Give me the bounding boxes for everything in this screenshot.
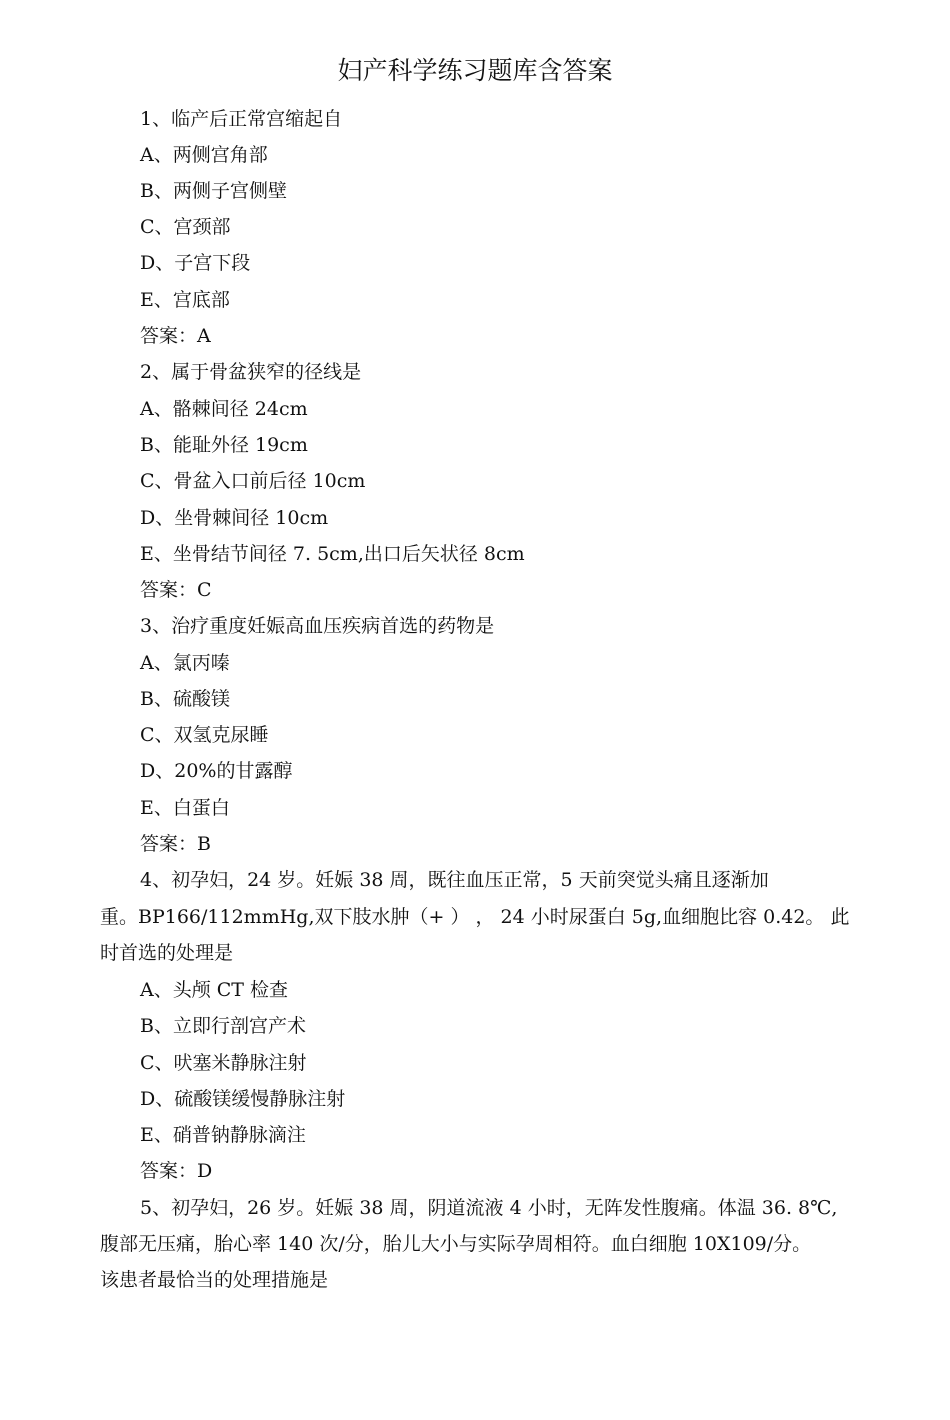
question-2-stem: 2、属于骨盆狭窄的径线是 <box>140 361 362 383</box>
question-3-answer: 答案：B <box>140 833 211 855</box>
page-title: 妇产科学练习题库含答案 <box>337 56 613 85</box>
question-3-stem: 3、治疗重度妊娠高血压疾病首选的药物是 <box>140 615 495 637</box>
question-4-stem-line-1: 4、初孕妇，24 岁。妊娠 38 周，既往血压正常，5 天前突觉头痛且逐渐加 <box>140 869 769 891</box>
question-2-option-b: B、能耻外径 19cm <box>140 434 308 456</box>
question-2-option-c: C、骨盆入口前后径 10cm <box>140 470 366 492</box>
question-5-stem-line-2: 腹部无压痛，胎心率 140 次/分，胎儿大小与实际孕周相符。血白细胞 10X109/分。 <box>100 1233 812 1255</box>
question-3-option-d: D、20%的甘露醇 <box>140 760 293 782</box>
question-1-option-a: A、两侧宫角部 <box>140 144 268 166</box>
question-3-option-a: A、氯丙嗪 <box>140 652 230 674</box>
question-4-option-e: E、硝普钠静脉滴注 <box>140 1124 306 1146</box>
question-4-option-d: D、硫酸镁缓慢静脉注射 <box>140 1088 346 1110</box>
question-3-option-c: C、双氢克尿睡 <box>140 724 269 746</box>
question-1-option-d: D、子宫下段 <box>140 252 251 274</box>
question-4-answer: 答案：D <box>140 1160 213 1182</box>
question-1-stem: 1、临产后正常宫缩起自 <box>140 108 343 130</box>
question-4-stem-line-2: 重。BP166/112mmHg,双下肢水肿（+ ） ， 24 小时尿蛋白 5g,血细胞比容 0.42。 此 <box>100 906 850 928</box>
question-1-answer: 答案：A <box>140 325 211 347</box>
question-4-option-c: C、吠塞米静脉注射 <box>140 1052 307 1074</box>
question-5-stem-line-3: 该患者最恰当的处理措施是 <box>100 1269 329 1291</box>
question-4-option-b: B、立即行剖宫产术 <box>140 1015 306 1037</box>
question-3-option-e: E、白蛋白 <box>140 797 230 819</box>
question-4-stem-line-3: 时首选的处理是 <box>100 942 234 964</box>
question-5-stem-line-1: 5、初孕妇，26 岁。妊娠 38 周，阴道流液 4 小时，无阵发性腹痛。体温 36. 8℃, <box>140 1197 838 1219</box>
question-1-option-c: C、宫颈部 <box>140 216 231 238</box>
question-1-option-e: E、宫底部 <box>140 289 230 311</box>
question-2-option-d: D、坐骨棘间径 10cm <box>140 507 329 529</box>
question-3-option-b: B、硫酸镁 <box>140 688 230 710</box>
question-2-option-a: A、骼棘间径 24cm <box>140 398 308 420</box>
question-1-option-b: B、两侧子宫侧壁 <box>140 180 287 202</box>
question-4-option-a: A、头颅 CT 检查 <box>140 979 289 1001</box>
question-2-option-e: E、坐骨结节间径 7. 5cm,出口后矢状径 8cm <box>140 543 525 565</box>
question-2-answer: 答案：C <box>140 579 212 601</box>
